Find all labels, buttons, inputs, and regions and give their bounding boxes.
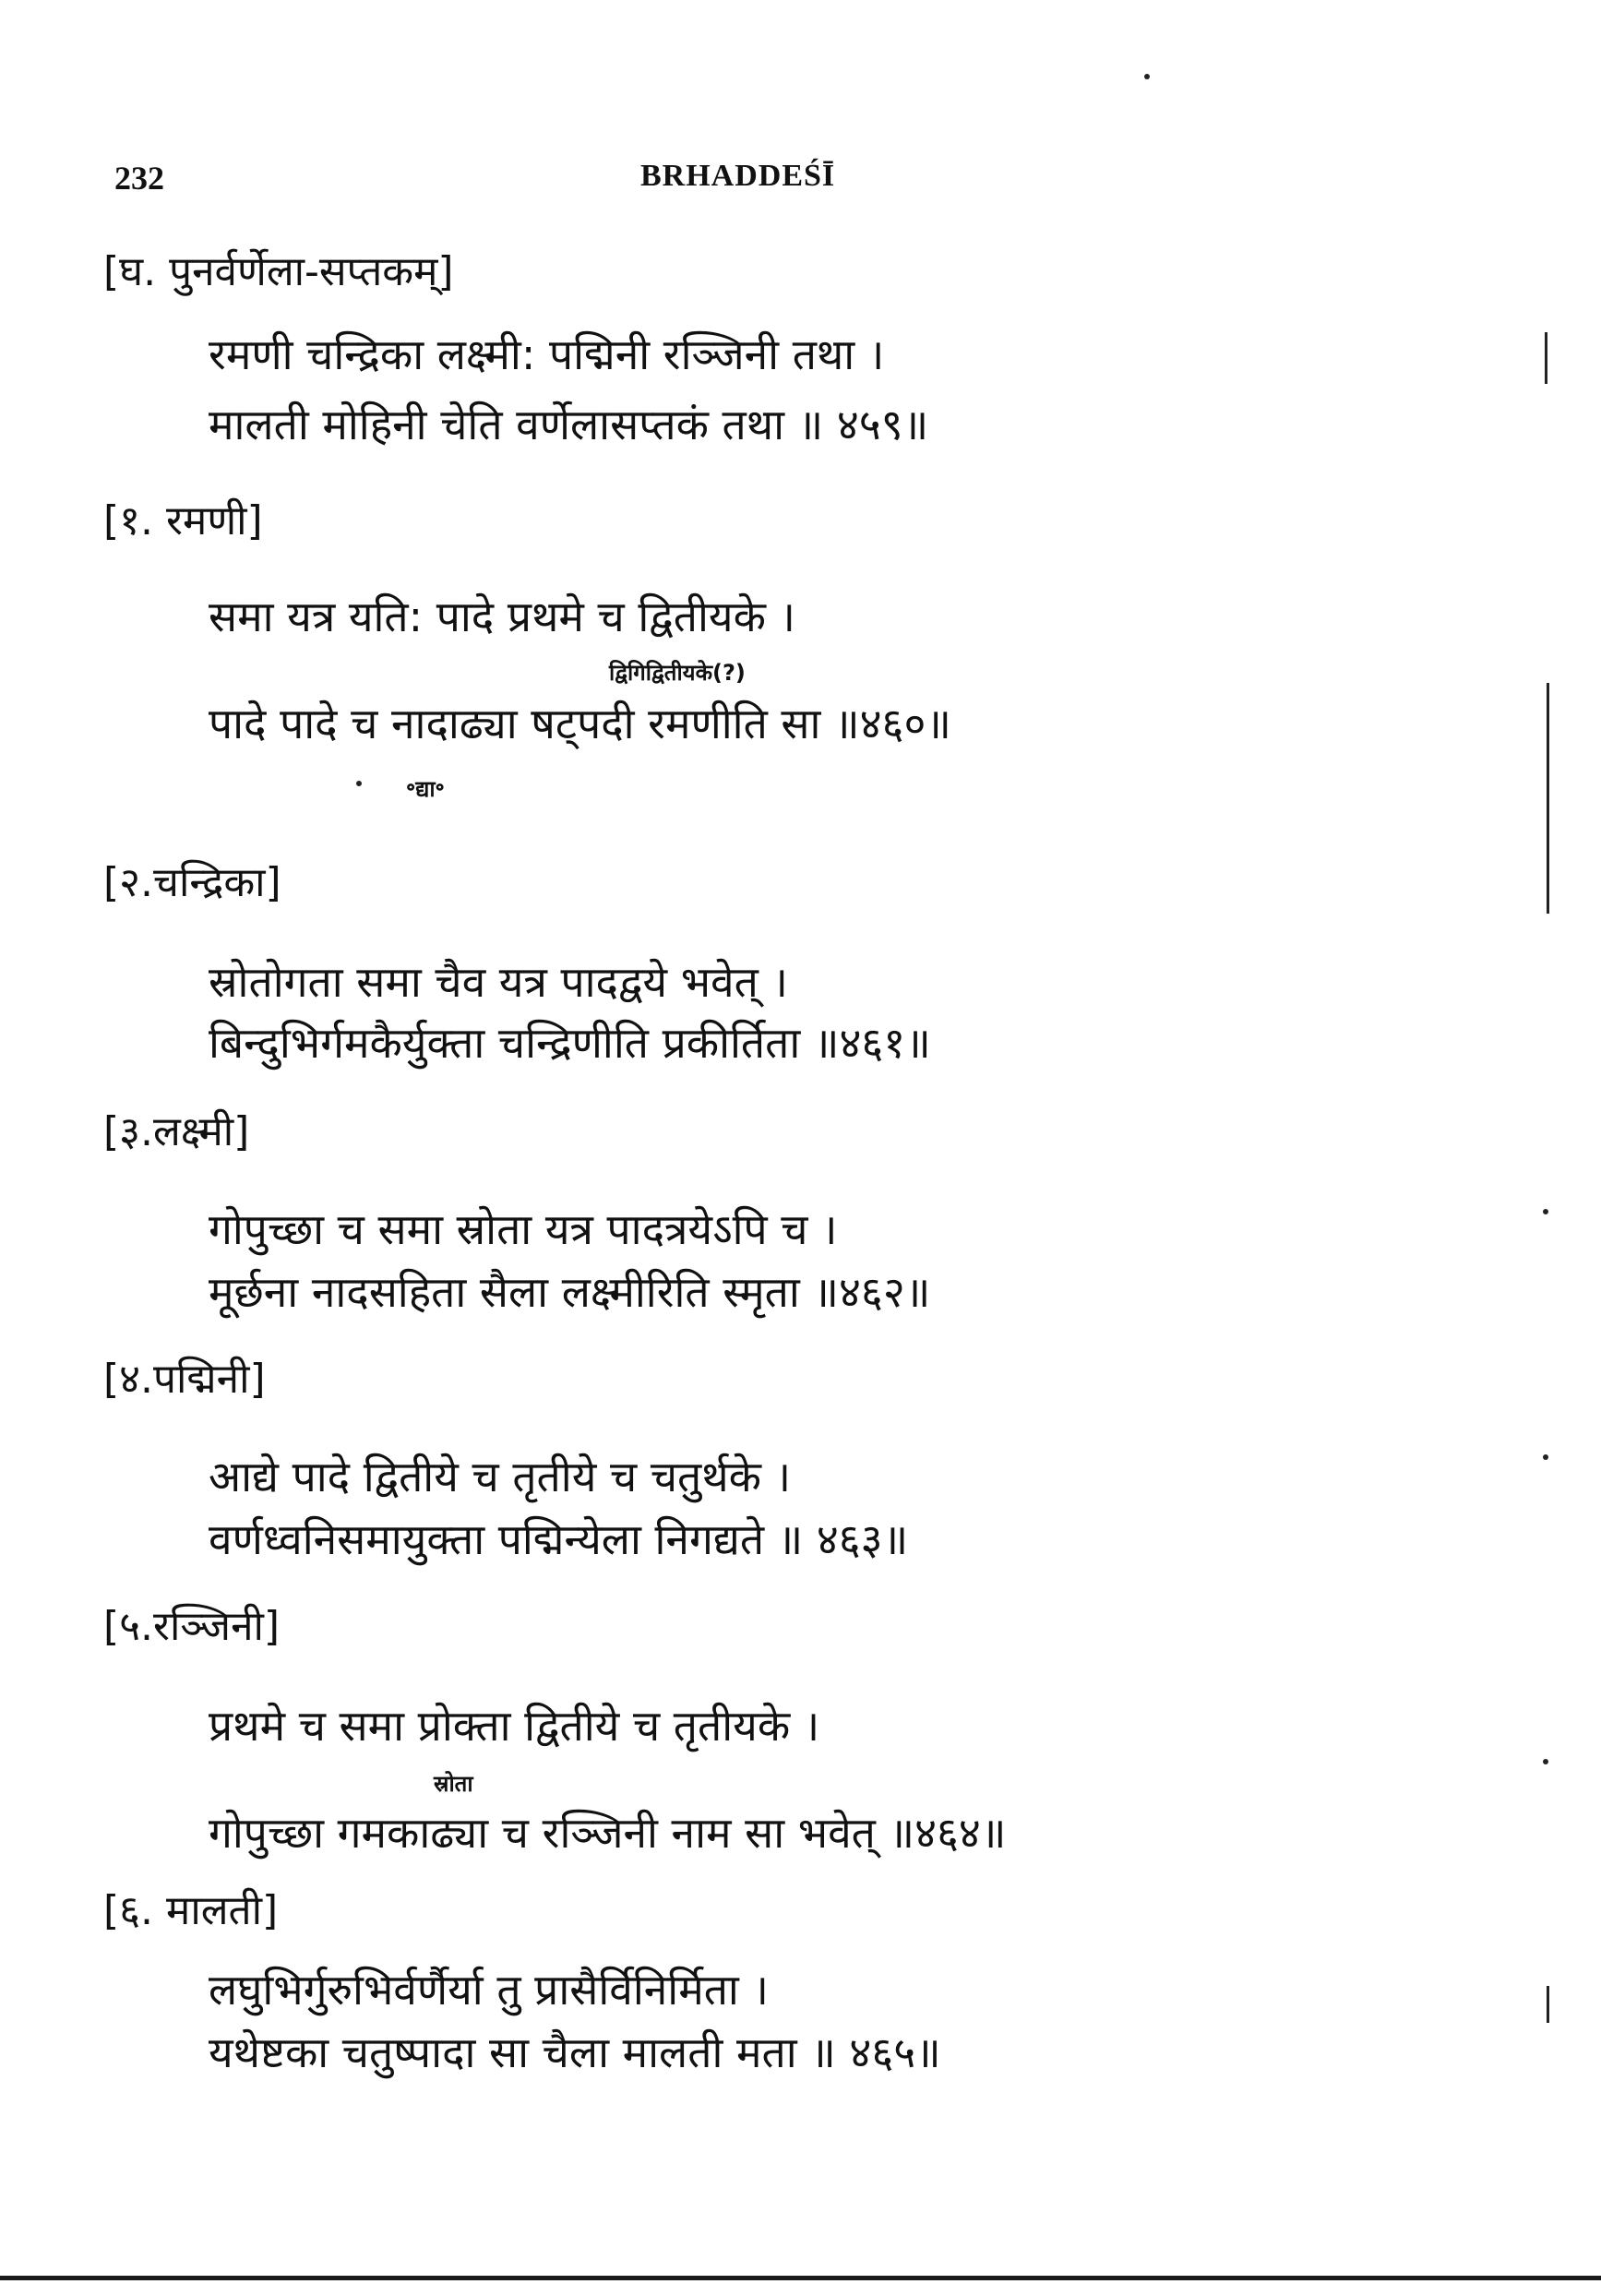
verse-line: गोपुच्छा च समा स्रोता यत्र पादत्रयेऽपि च । xyxy=(209,1204,838,1254)
variant-note: ॰द्या॰ xyxy=(406,776,445,802)
scan-edge-mark xyxy=(1545,332,1547,384)
verse-line: वर्णध्वनिसमायुक्ता पद्मिन्येला निगद्यते ॥ ४६३॥ xyxy=(209,1514,909,1564)
variant-note: स्रोता xyxy=(434,1771,473,1797)
section-heading: [४.पद्मिनी] xyxy=(103,1356,266,1403)
verse-line: आद्ये पादे द्वितीये च तृतीये च चतुर्थके । xyxy=(209,1452,792,1501)
verse-line: पादे पादे च नादाढ्या षट्पदी रमणीति सा ॥४६०॥ xyxy=(209,699,951,748)
scan-speck xyxy=(1144,74,1150,79)
section-heading: [घ. पुनर्वर्णेला-सप्तकम्] xyxy=(103,248,454,295)
running-head: BRHADDEŚĪ xyxy=(640,159,836,193)
bottom-edge-rule xyxy=(0,2276,1601,2280)
verse-line: मूर्छना नादसहिता सैला लक्ष्मीरिति स्मृता ॥४६२॥ xyxy=(209,1267,931,1317)
scan-speck xyxy=(1543,1209,1548,1214)
verse-line: प्रथमे च समा प्रोक्ता द्वितीये च तृतीयके । xyxy=(209,1701,820,1751)
verse-line: गोपुच्छा गमकाढ्या च रञ्जिनी नाम सा भवेत् ॥४६४॥ xyxy=(209,1808,1007,1858)
verse-line: रमणी चन्द्रिका लक्ष्मी: पद्मिनी रञ्जिनी तथा । xyxy=(209,329,885,379)
verse-line: स्रोतोगता समा चैव यत्र पादद्वये भवेत् । xyxy=(209,957,788,1007)
verse-line: लघुभिर्गुरुभिर्वर्णैर्या तु प्रासैर्विनिर्मिता । xyxy=(209,1965,769,2015)
scan-speck xyxy=(1543,1454,1548,1460)
verse-line: बिन्दुभिर्गमकैर्युक्ता चन्द्रिणीति प्रकीर्तिता ॥४६१॥ xyxy=(209,1018,931,1068)
section-heading: [५.रञ्जिनी] xyxy=(103,1603,281,1650)
page-number: 232 xyxy=(114,160,164,197)
section-heading: [३.लक्ष्मी] xyxy=(103,1108,250,1155)
verse-line: समा यत्र यति: पादे प्रथमे च द्वितीयके । xyxy=(209,592,795,641)
section-heading: [२.चन्द्रिका] xyxy=(103,859,281,906)
scan-speck xyxy=(356,781,362,786)
scan-speck xyxy=(1543,1759,1548,1764)
section-heading: [१. रमणी] xyxy=(103,497,263,544)
verse-line: यथेष्टका चतुष्पादा सा चैला मालती मता ॥ ४६५॥ xyxy=(209,2027,941,2077)
variant-note: द्विगिद्वितीयके(?) xyxy=(609,660,746,686)
section-heading: [६. मालती] xyxy=(103,1887,279,1934)
scan-edge-mark xyxy=(1547,683,1549,914)
verse-line: मालती मोहिनी चेति वर्णेलासप्तकं तथा ॥ ४५९॥ xyxy=(209,400,929,449)
scan-edge-mark xyxy=(1547,1986,1549,2023)
